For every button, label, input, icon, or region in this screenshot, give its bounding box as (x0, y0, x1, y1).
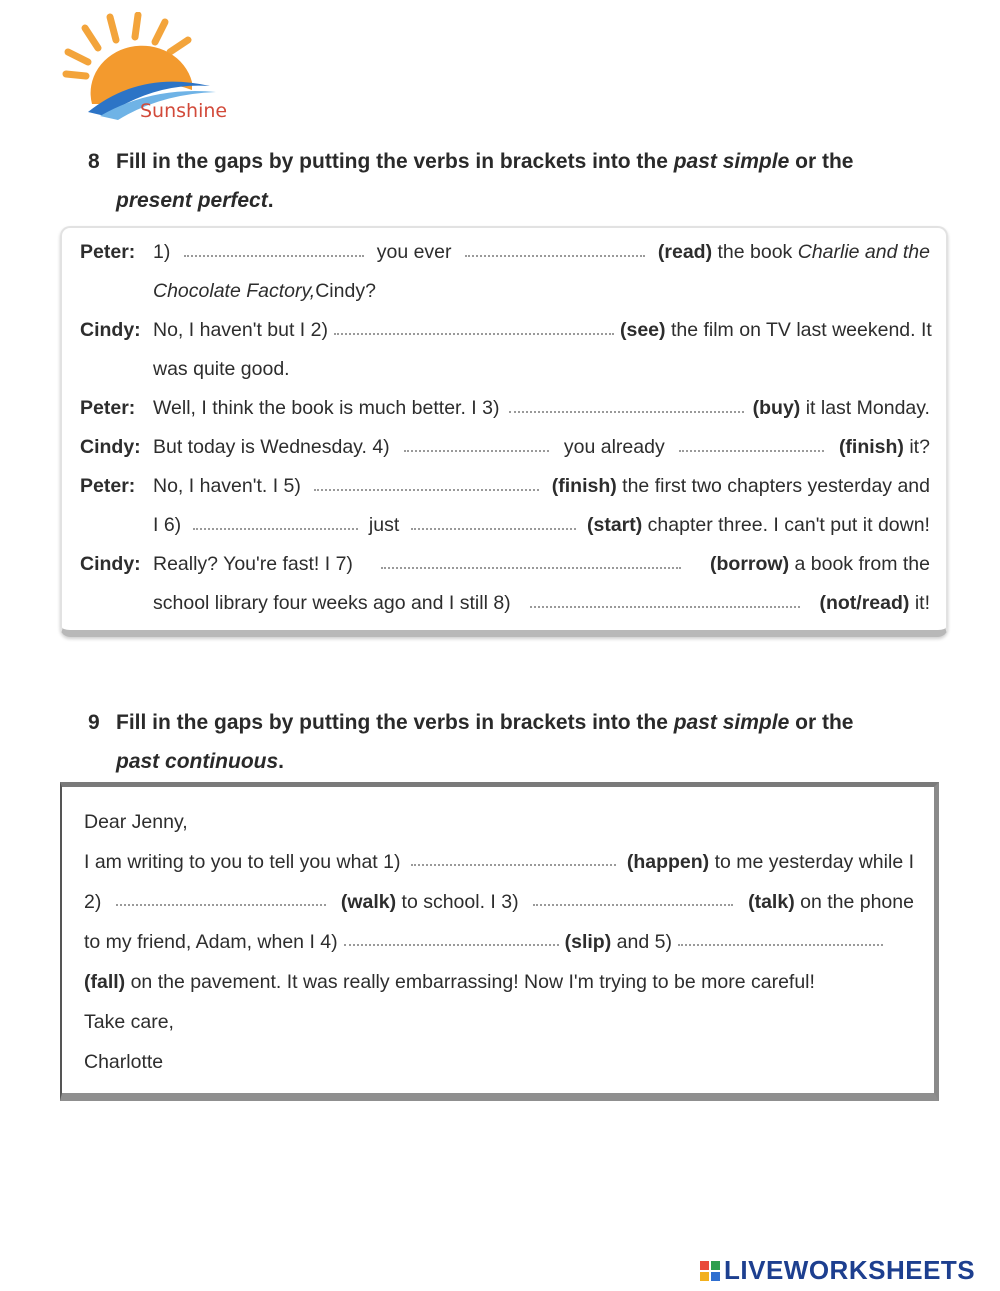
gap-9-3[interactable] (533, 882, 733, 906)
gap-9-2[interactable] (116, 882, 326, 906)
gap-1[interactable] (184, 233, 364, 257)
dialogue-line: Cindy: Really? You're fast! I 7) (borrow) a book from the (80, 545, 930, 584)
dialogue-line: Peter: Well, I think the book is much better. I 3) (buy) it last Monday. (80, 389, 930, 428)
gap-9-1[interactable] (411, 842, 616, 866)
dialogue-line: was quite good. (153, 358, 290, 380)
letter-line: I am writing to you to tell you what 1) (happen) to me yesterday while I (84, 842, 914, 882)
brand-squares-icon (700, 1261, 720, 1281)
letter-closing: Take care, (84, 1011, 174, 1033)
gap-3[interactable] (509, 389, 744, 413)
gap-1b[interactable] (465, 233, 645, 257)
gap-2[interactable] (334, 311, 614, 335)
dialogue-line: Cindy: But today is Wednesday. 4) you already (finish) it? (80, 428, 930, 467)
gap-6[interactable] (193, 506, 358, 530)
speaker: Peter: (80, 397, 136, 419)
logo-label: Sunshine (140, 100, 228, 122)
dialogue-line: Cindy: No, I haven't but I 2) (see) the film on TV last weekend. It (80, 311, 930, 350)
liveworksheets-logo (700, 1255, 975, 1286)
exercise-number: 9 (88, 711, 100, 734)
exercise-8-instructions: 8 Fill in the gaps by putting the verbs in brackets into the past simple or the present perfect. (88, 142, 948, 220)
exercise-number: 8 (88, 150, 100, 173)
letter-line: 2) (walk) to school. I 3) (talk) on the phone (84, 882, 914, 922)
dialogue-line: school library four weeks ago and I still 8) (not/read) it! (80, 584, 930, 623)
speaker: Cindy: (80, 553, 141, 575)
brand-name: LIVEWORKSHEETS (724, 1255, 976, 1285)
gap-9-4[interactable] (344, 922, 559, 946)
gap-7[interactable] (381, 545, 681, 569)
speaker: Cindy: (80, 436, 141, 458)
letter-greeting: Dear Jenny, (84, 811, 188, 833)
dialogue-line: I 6) just (start) chapter three. I can't put it down! (80, 506, 930, 545)
speaker: Cindy: (80, 319, 141, 341)
letter-line: (fall) on the pavement. It was really embarrassing! Now I'm trying to be more careful! (84, 971, 815, 993)
dialogue-line: Peter: No, I haven't. I 5) (finish) the first two chapters yesterday and (80, 467, 930, 506)
dialogue-line: Chocolate Factory, Cindy? (153, 280, 376, 302)
gap-4b[interactable] (679, 428, 824, 452)
gap-5[interactable] (314, 467, 539, 491)
dialogue (80, 233, 930, 623)
letter-signature: Charlotte (84, 1051, 164, 1073)
speaker: Peter: (80, 475, 136, 497)
letter (84, 802, 914, 1082)
speaker: Peter: (80, 241, 136, 263)
dialogue-line: Peter: 1) you ever (read) the book Charlie and the (80, 233, 930, 272)
exercise-9-instructions: 9 Fill in the gaps by putting the verbs in brackets into the past simple or the past continuous. (88, 703, 948, 781)
gap-8[interactable] (530, 584, 800, 608)
letter-line: to my friend, Adam, when I 4) (slip) and 5) (84, 922, 914, 962)
gap-9-5[interactable] (678, 922, 883, 946)
gap-6b[interactable] (411, 506, 576, 530)
gap-4[interactable] (404, 428, 549, 452)
